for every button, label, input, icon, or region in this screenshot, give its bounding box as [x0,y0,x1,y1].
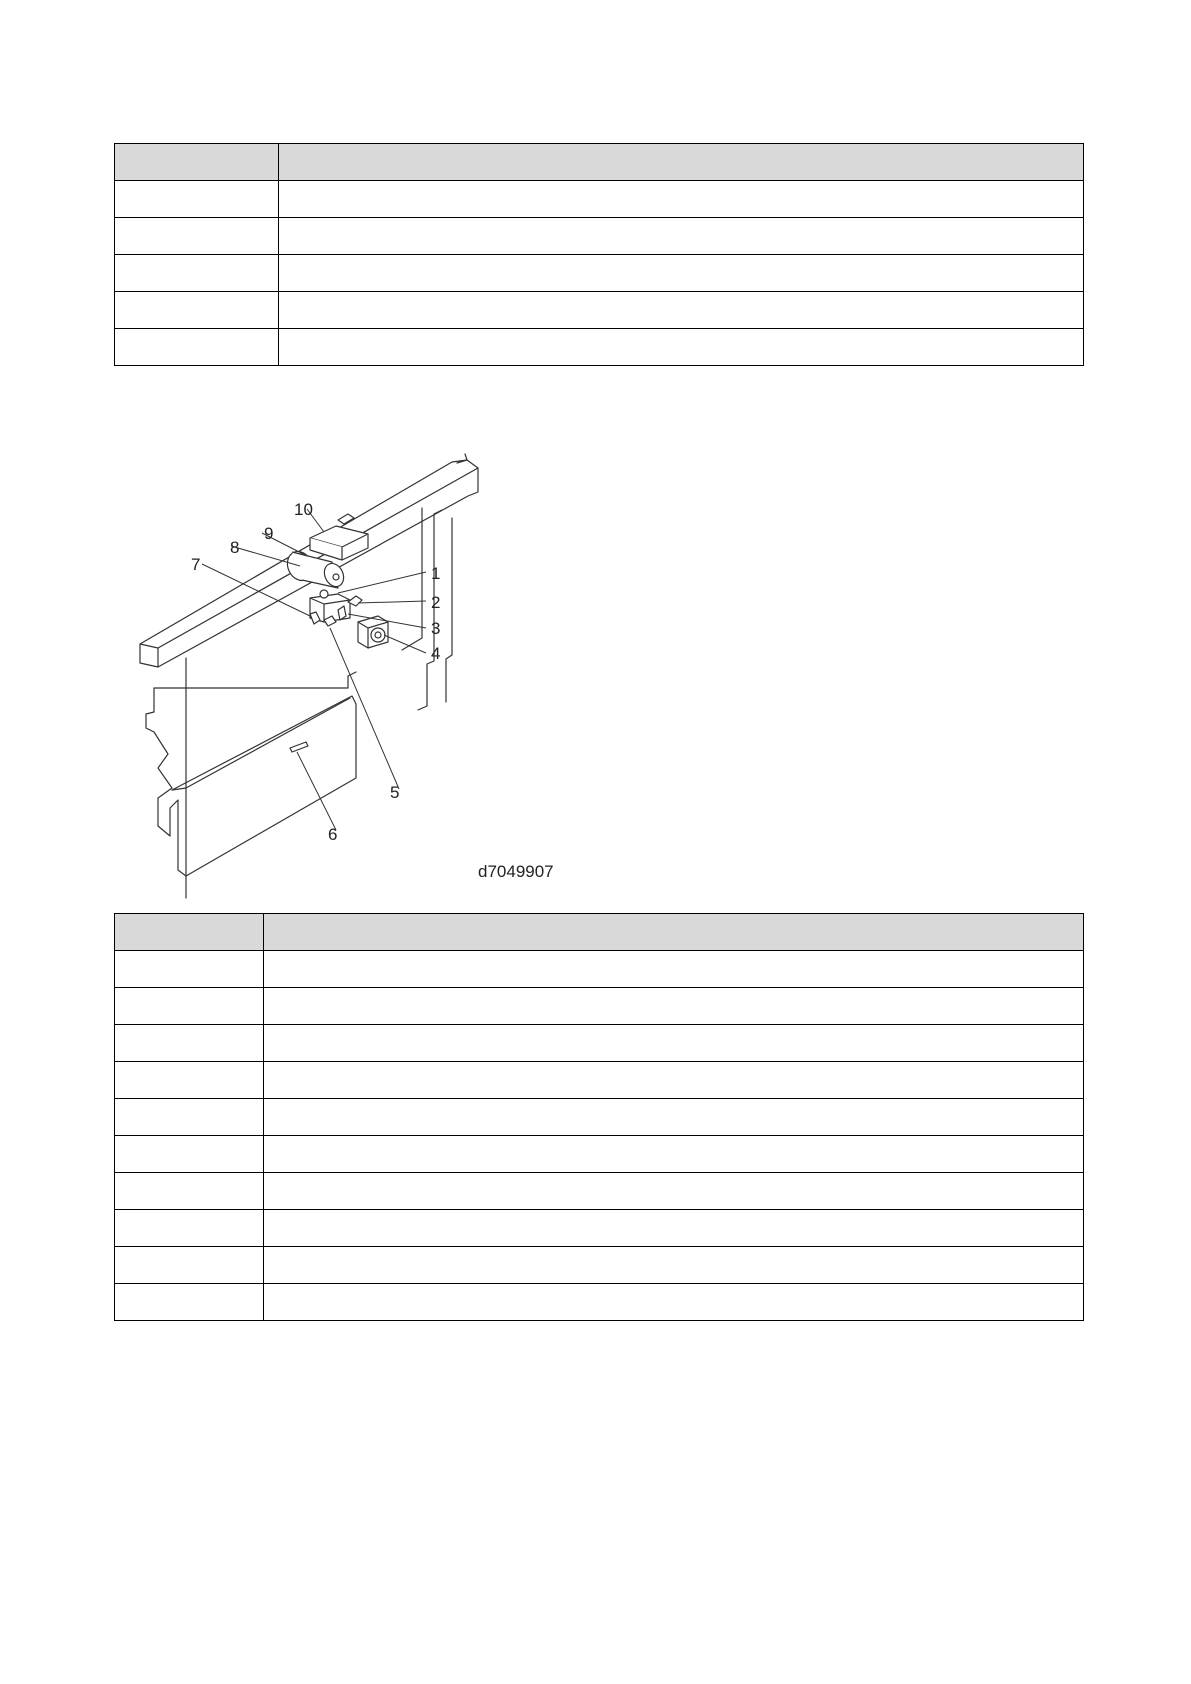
table-cell [279,255,1084,292]
table-cell [115,988,264,1025]
table-cell [115,1210,264,1247]
table-cell [264,1173,1084,1210]
table-cell [115,1025,264,1062]
callout-5: 5 [390,783,400,802]
header-cell [115,914,264,951]
table-row [115,1210,1084,1247]
table-cell [115,1136,264,1173]
top-parts-table [114,143,1084,366]
table-cell [115,1247,264,1284]
table-row [115,1062,1084,1099]
table-cell [115,1062,264,1099]
table-cell [115,292,279,329]
table-cell [115,255,279,292]
table-row [115,1247,1084,1284]
table-row [115,1136,1084,1173]
table-header-row [115,914,1084,951]
callout-7: 7 [191,555,201,574]
header-cell [264,914,1084,951]
table-cell [115,951,264,988]
callout-4: 4 [431,644,441,663]
table-cell [115,1173,264,1210]
table-row [115,951,1084,988]
table-cell [115,218,279,255]
table-cell [264,1247,1084,1284]
table-cell [115,181,279,218]
table-row [115,1173,1084,1210]
callout-1: 1 [431,564,441,583]
table-row [115,1099,1084,1136]
parts-diagram [112,448,582,902]
callout-8: 8 [230,538,240,557]
callout-3: 3 [431,619,441,638]
table-row [115,255,1084,292]
table-row [115,329,1084,366]
table-header-row [115,144,1084,181]
table-row [115,988,1084,1025]
table-row [115,292,1084,329]
table-cell [279,181,1084,218]
table-cell [115,1099,264,1136]
table-row [115,1284,1084,1321]
table-cell [279,292,1084,329]
table-cell [279,218,1084,255]
table-cell [264,1062,1084,1099]
table-cell [264,1136,1084,1173]
table-cell [115,1284,264,1321]
callout-10: 10 [294,500,313,519]
motor-assembly-drawing [283,514,388,648]
table-cell [264,988,1084,1025]
table-cell [264,951,1084,988]
table-cell [264,1025,1084,1062]
table-cell [264,1099,1084,1136]
callout-6: 6 [328,825,338,844]
figure-caption: d7049907 [478,862,554,881]
bottom-parts-table [114,913,1084,1321]
table-cell [264,1210,1084,1247]
table-row [115,1025,1084,1062]
header-cell [115,144,279,181]
callout-9: 9 [264,524,274,543]
table-row [115,218,1084,255]
callout-2: 2 [431,593,441,612]
table-cell [264,1284,1084,1321]
header-cell [279,144,1084,181]
table-cell [279,329,1084,366]
table-cell [115,329,279,366]
machine-frame-drawing [140,454,478,898]
table-row [115,181,1084,218]
